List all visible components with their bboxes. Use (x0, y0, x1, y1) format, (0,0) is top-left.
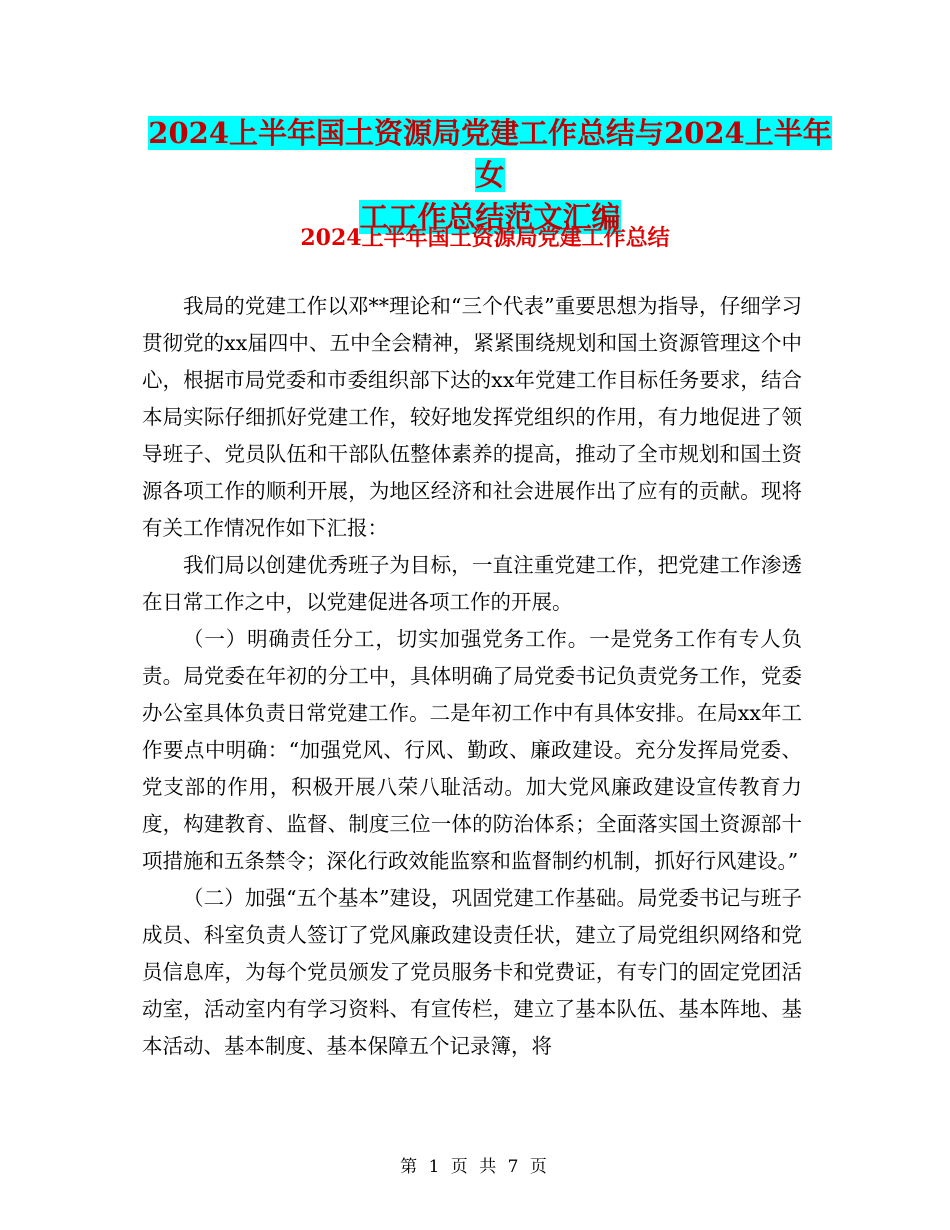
section-title: 2024上半年国土资源局党建工作总结 (300, 225, 670, 251)
paragraph: （一）明确责任分工，切实加强党务工作。一是党务工作有专人负责。局党委在年初的分工中，具体明确了局党委书记负责党务工作，党委办公室具体负责日常党建工作。二是年初工作中有具体安排。在局xx年工作要点中明确：“加强党风、行风、勤政、廉政建设。充分发挥局党委、党支部的作用，积极开展八荣八耻活动。加大党风廉政建设宣传教育力度，构建教育、监督、制度三位一体的防治体系；全面落实国土资源部十项措施和五条禁令；深化行政效能监察和监督制约机制，抓好行风建设。” (142, 627, 802, 873)
page-footer: 第 1 页 共 7 页 (400, 1157, 550, 1177)
paragraph: 我们局以创建优秀班子为目标，一直注重党建工作，把党建工作渗透在日常工作之中，以党建促进各项工作的开展。 (142, 553, 802, 614)
paragraph: 我局的党建工作以邓**理论和“三个代表”重要思想为指导，仔细学习贯彻党的xx届四中、五中全会精神，紧紧围绕规划和国土资源管理这个中心，根据市局党委和市委组织部下达的xx年党建工作目标任务要求，结合本局实际仔细抓好党建工作，较好地发挥党组织的作用，有力地促进了领导班子、党员队伍和干部队伍整体素养的提高，推动了全市规划和国土资源各项工作的顺利开展，为地区经济和社会进展作出了应有的贡献。现将有关工作情况作如下汇报： (142, 294, 802, 540)
document-title-line-2: 工工作总结范文汇编 (359, 200, 621, 234)
paragraph: （二）加强“五个基本”建设，巩固党建工作基础。局党委书记与班子成员、科室负责人签订了党风廉政建设责任状，建立了局党组织网络和党员信息库，为每个党员颁发了党员服务卡和党费证，有专门的固定党团活动室，活动室内有学习资料、有宣传栏，建立了基本队伍、基本阵地、基本活动、基本制度、基本保障五个记录簿，将 (142, 886, 802, 1058)
body-text (142, 288, 802, 1065)
document-title-line-1: 2024上半年国土资源局党建工作总结与2024上半年女 (148, 116, 832, 192)
